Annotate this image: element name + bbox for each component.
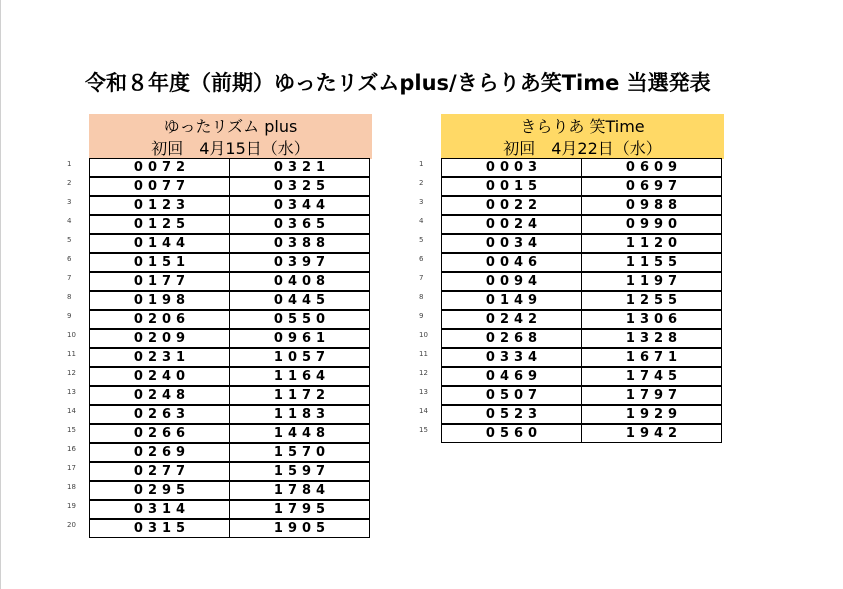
winning-number-cell: 0206 [89,310,230,329]
winning-number-cell: 0269 [89,443,230,462]
table-row [419,386,724,405]
row-number: 1 [67,160,72,168]
winning-number-cell: 0295 [89,481,230,500]
table-rows [67,158,372,538]
winning-number-cell: 0034 [441,234,582,253]
winning-number-cell: 0344 [229,196,370,215]
winning-number-cell: 0198 [89,291,230,310]
winning-number-cell: 0560 [441,424,582,443]
table-row [419,234,724,253]
table-row [67,234,372,253]
table-row [67,329,372,348]
winning-number-cell: 0242 [441,310,582,329]
winning-number-cell: 0268 [441,329,582,348]
row-number: 4 [67,217,72,225]
winning-number-cell: 0277 [89,462,230,481]
table-row [419,329,724,348]
table-row [67,196,372,215]
table-row [67,386,372,405]
winning-number-cell: 0990 [581,215,722,234]
row-number: 9 [67,312,72,320]
winning-number-cell: 0209 [89,329,230,348]
row-number: 5 [67,236,72,244]
winning-number-cell: 1784 [229,481,370,500]
winning-number-cell: 1795 [229,500,370,519]
row-number: 7 [67,274,72,282]
table-row [419,424,724,443]
winning-number-cell: 1328 [581,329,722,348]
row-number: 6 [67,255,72,263]
row-number: 10 [67,331,76,339]
winning-number-cell: 1197 [581,272,722,291]
winning-number-cell: 0177 [89,272,230,291]
row-number: 5 [419,236,424,244]
winning-number-cell: 1120 [581,234,722,253]
table-row [419,158,724,177]
winning-number-cell: 0266 [89,424,230,443]
table-rows [419,158,724,443]
row-number: 12 [419,369,428,377]
winning-number-cell: 1057 [229,348,370,367]
winning-number-cell: 1164 [229,367,370,386]
winning-number-cell: 0388 [229,234,370,253]
winning-number-cell: 0321 [229,158,370,177]
yuttarizumu-plus-table [67,114,372,538]
kirariaemi-time-table [419,114,724,443]
winning-number-cell: 0072 [89,158,230,177]
winning-number-cell: 0697 [581,177,722,196]
row-number: 6 [419,255,424,263]
table-row [67,291,372,310]
winning-number-cell: 1745 [581,367,722,386]
row-number: 3 [67,198,72,206]
winning-number-cell: 0988 [581,196,722,215]
winning-number-cell: 0077 [89,177,230,196]
winning-number-cell: 1448 [229,424,370,443]
winning-number-cell: 0523 [441,405,582,424]
first-session-date: 初回 4月15日（水） [89,136,372,159]
table-title: きらりあ 笑Time [441,114,724,137]
table-row [419,405,724,424]
table-row [67,462,372,481]
row-number: 14 [419,407,428,415]
first-session-date: 初回 4月22日（水） [441,136,724,159]
table-row [67,177,372,196]
row-number: 17 [67,464,76,472]
winning-number-cell: 1255 [581,291,722,310]
row-number: 11 [419,350,428,358]
table-row [419,291,724,310]
table-row [67,215,372,234]
winning-number-cell: 0408 [229,272,370,291]
table-row [67,424,372,443]
winning-number-cell: 0445 [229,291,370,310]
table-row [67,348,372,367]
row-number: 13 [67,388,76,396]
winning-number-cell: 0325 [229,177,370,196]
winning-number-cell: 0151 [89,253,230,272]
row-number: 16 [67,445,76,453]
table-row [419,272,724,291]
row-number: 19 [67,502,76,510]
table-row [419,253,724,272]
table-row [67,500,372,519]
table-row [67,481,372,500]
winning-number-cell: 0125 [89,215,230,234]
row-number: 7 [419,274,424,282]
winning-number-cell: 0507 [441,386,582,405]
table-row [67,272,372,291]
table-row [67,367,372,386]
winning-number-cell: 1929 [581,405,722,424]
row-number: 18 [67,483,76,491]
winning-number-cell: 1306 [581,310,722,329]
row-number: 15 [67,426,76,434]
table-row [419,196,724,215]
table-row [67,519,372,538]
winning-number-cell: 0024 [441,215,582,234]
row-number: 4 [419,217,424,225]
table-row [419,215,724,234]
page-title: 令和８年度（前期）ゆったリズムplus/きらりあ笑Time 当選発表 [85,71,711,95]
winning-number-cell: 0144 [89,234,230,253]
winning-number-cell: 1597 [229,462,370,481]
row-number: 11 [67,350,76,358]
winning-number-cell: 0550 [229,310,370,329]
table-title: ゆったリズム plus [89,114,372,137]
winning-number-cell: 0315 [89,519,230,538]
winning-number-cell: 0231 [89,348,230,367]
winning-number-cell: 1905 [229,519,370,538]
winning-number-cell: 1155 [581,253,722,272]
table-row [67,405,372,424]
winning-number-cell: 0015 [441,177,582,196]
winning-number-cell: 1183 [229,405,370,424]
table-row [67,253,372,272]
table-row [419,177,724,196]
row-number: 2 [67,179,72,187]
table-row [419,310,724,329]
table-row [67,158,372,177]
row-number: 20 [67,521,76,529]
row-number: 2 [419,179,424,187]
row-number: 14 [67,407,76,415]
winning-number-cell: 1570 [229,443,370,462]
row-number: 1 [419,160,424,168]
winning-number-cell: 0240 [89,367,230,386]
row-number: 3 [419,198,424,206]
winning-number-cell: 0469 [441,367,582,386]
winning-number-cell: 0609 [581,158,722,177]
table-row [419,348,724,367]
winning-number-cell: 0046 [441,253,582,272]
winning-number-cell: 0314 [89,500,230,519]
winning-number-cell: 1797 [581,386,722,405]
row-number: 13 [419,388,428,396]
winning-number-cell: 0149 [441,291,582,310]
winning-number-cell: 1671 [581,348,722,367]
table-row [67,443,372,462]
winning-number-cell: 0334 [441,348,582,367]
winning-number-cell: 1942 [581,424,722,443]
row-number: 10 [419,331,428,339]
table-row [419,367,724,386]
winning-number-cell: 0003 [441,158,582,177]
winning-number-cell: 0961 [229,329,370,348]
row-number: 12 [67,369,76,377]
row-number: 15 [419,426,428,434]
winning-number-cell: 0397 [229,253,370,272]
table-row [67,310,372,329]
row-number: 9 [419,312,424,320]
winning-number-cell: 0263 [89,405,230,424]
winning-number-cell: 0022 [441,196,582,215]
winning-number-cell: 0248 [89,386,230,405]
row-number: 8 [419,293,424,301]
winning-number-cell: 0123 [89,196,230,215]
winning-number-cell: 0094 [441,272,582,291]
row-number: 8 [67,293,72,301]
winning-number-cell: 1172 [229,386,370,405]
winning-number-cell: 0365 [229,215,370,234]
